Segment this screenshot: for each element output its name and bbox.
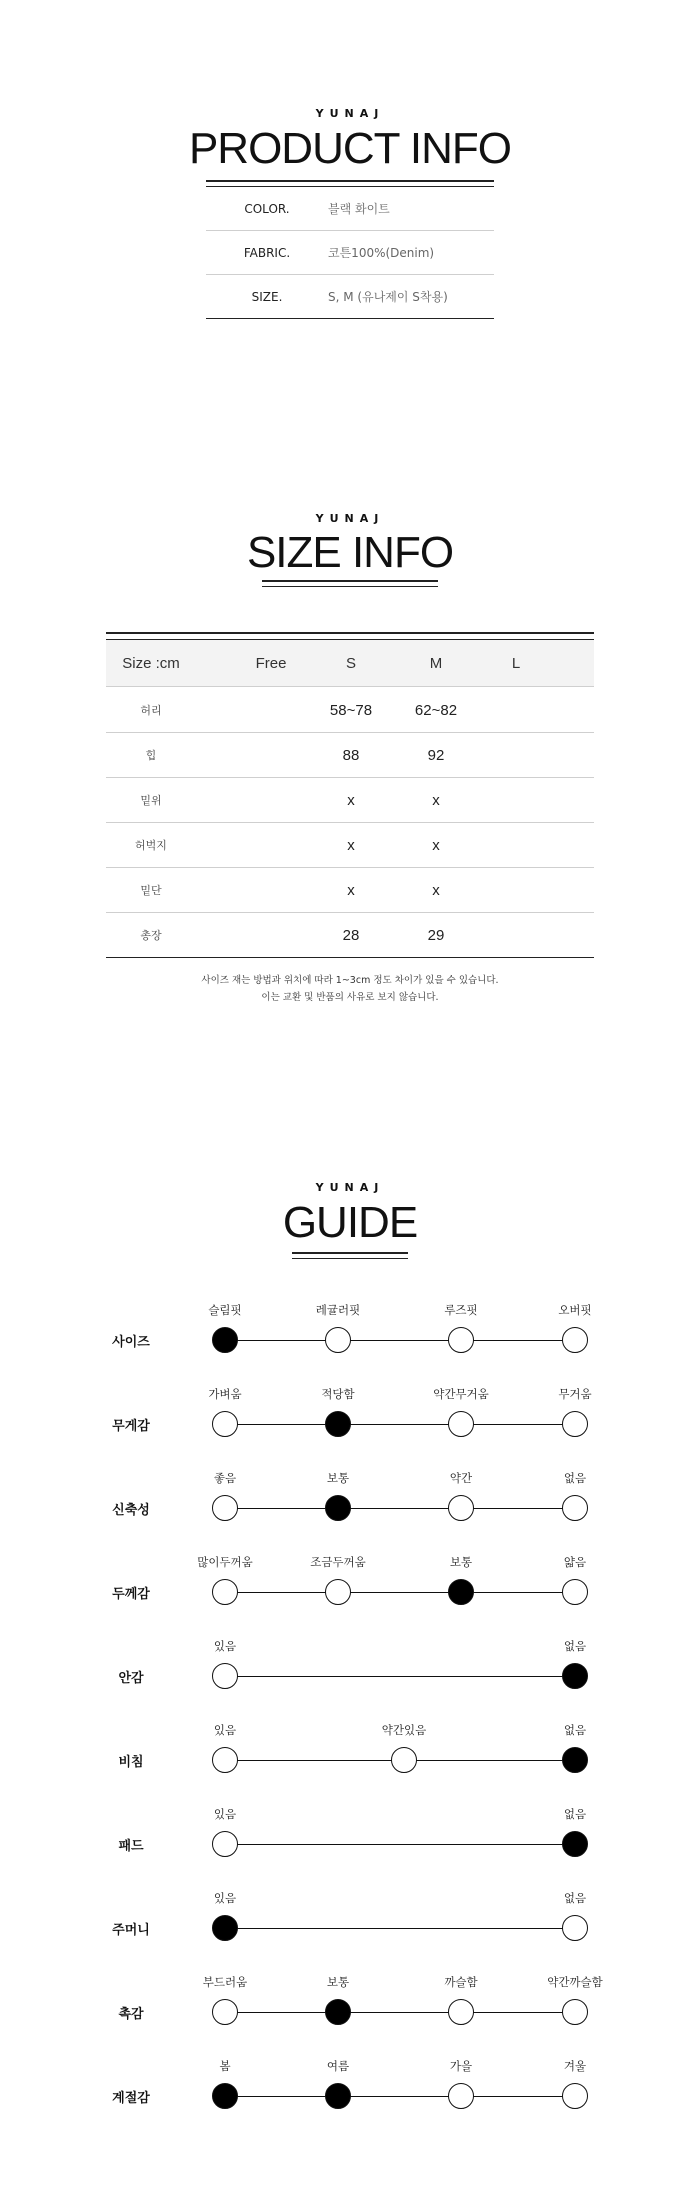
guide-row-label: 안감: [118, 1671, 144, 1686]
guide-title: GUIDE: [282, 1198, 418, 1247]
guide-scale-line: [225, 2012, 575, 2013]
product-info-row: [206, 275, 494, 319]
size-value-cell: [226, 778, 316, 822]
guide-option-label: 약간: [449, 1471, 473, 1485]
size-value-cell: [471, 868, 561, 912]
product-info-key: FABRIC.: [243, 245, 291, 260]
guide-option-label: 여름: [326, 2059, 350, 2073]
size-value-cell: x: [432, 836, 440, 854]
size-value-cell: 88: [342, 746, 360, 764]
guide-row-label: 촉감: [118, 2007, 144, 2022]
guide-scale-line: [225, 1676, 575, 1677]
guide-dot: [448, 1999, 474, 2025]
product-info-value: 코튼100%(Denim): [328, 246, 435, 260]
guide-option-label: 루즈핏: [444, 1303, 478, 1317]
guide-row-label: 두께감: [112, 1587, 150, 1602]
guide-dot-selected: [448, 1579, 474, 1605]
guide-option-label: 있음: [213, 1639, 237, 1653]
guide-option-label: 약간있음: [381, 1723, 427, 1737]
product-info-row: [206, 231, 494, 275]
guide-dot-selected: [562, 1747, 588, 1773]
size-table-row: [106, 823, 594, 868]
guide-scale-line: [225, 2096, 575, 2097]
guide-dot-selected: [562, 1663, 588, 1689]
size-value-cell: 58~78: [329, 701, 373, 719]
size-value-cell: x: [347, 836, 355, 854]
size-value-cell: x: [347, 881, 355, 899]
size-value-cell: [471, 913, 561, 957]
product-info-row: [206, 187, 494, 231]
guide-option-label: 슬림핏: [208, 1303, 242, 1317]
guide-dot-selected: [325, 2083, 351, 2109]
size-row-label: 밑위: [140, 794, 162, 807]
product-info-key: SIZE.: [251, 289, 283, 304]
size-row-label: 총장: [140, 929, 162, 942]
guide-dot: [562, 1495, 588, 1521]
guide-option-label: 없음: [563, 1891, 587, 1905]
guide-dot: [562, 1999, 588, 2025]
guide-option-label: 보통: [326, 1471, 350, 1485]
size-info-brand: YUNAJ: [315, 512, 385, 525]
guide-dot: [212, 1579, 238, 1605]
guide-scale-line: [225, 1508, 575, 1509]
guide-option-label: 없음: [563, 1807, 587, 1821]
guide-dot-selected: [562, 1831, 588, 1857]
guide-option-label: 없음: [563, 1471, 587, 1485]
guide-option-label: 있음: [213, 1807, 237, 1821]
product-info-value: 블랙 화이트: [328, 202, 390, 216]
size-row-label: 허리: [140, 704, 162, 717]
guide-option-label: 얇음: [563, 1555, 587, 1569]
guide-dot: [212, 1747, 238, 1773]
guide-option-label: 부드러움: [202, 1975, 248, 1989]
guide-dot: [212, 1495, 238, 1521]
size-table-row: [106, 733, 594, 778]
guide-dot-selected: [325, 1495, 351, 1521]
guide-option-label: 많이두꺼움: [197, 1555, 253, 1569]
guide-option-label: 좋음: [213, 1471, 237, 1485]
size-table-top-rule: [106, 632, 594, 640]
guide-option-label: 오버핏: [558, 1303, 592, 1317]
guide-scale-line: [225, 1340, 575, 1341]
guide-option-label: 있음: [213, 1891, 237, 1905]
guide-option-label: 보통: [326, 1975, 350, 1989]
guide-option-label: 약간무거움: [433, 1387, 489, 1401]
guide-row-label: 주머니: [112, 1923, 150, 1938]
guide-scale-line: [225, 1592, 575, 1593]
size-info-divider: [262, 580, 438, 587]
size-header-cell: Size :cm: [122, 654, 180, 672]
guide-dot-selected: [212, 1327, 238, 1353]
size-note-line-2: 이는 교환 및 반품의 사유로 보지 않습니다.: [261, 992, 439, 1003]
guide-option-label: 약간까슬함: [547, 1975, 603, 1989]
size-value-cell: x: [432, 881, 440, 899]
guide-option-label: 없음: [563, 1639, 587, 1653]
guide-option-label: 레귤러핏: [315, 1303, 361, 1317]
guide-option-label: 가벼움: [208, 1387, 242, 1401]
size-header-cell: L: [511, 654, 521, 672]
guide-row-label: 패드: [118, 1839, 144, 1854]
size-row-label: 허벅지: [135, 839, 167, 852]
size-value-cell: 92: [427, 746, 445, 764]
guide-dot: [562, 2083, 588, 2109]
size-header-cell: S: [345, 654, 356, 672]
size-row-label: 힙: [145, 749, 157, 762]
size-table-header: [106, 640, 594, 687]
size-info-title: SIZE INFO: [246, 528, 454, 577]
guide-dot: [325, 1327, 351, 1353]
guide-option-label: 있음: [213, 1723, 237, 1737]
guide-dot: [391, 1747, 417, 1773]
guide-row-label: 신축성: [112, 1503, 150, 1518]
size-value-cell: [471, 823, 561, 867]
size-value-cell: [226, 868, 316, 912]
guide-option-label: 까슬함: [444, 1975, 478, 1989]
size-header-cell: Free: [255, 654, 287, 672]
guide-scale-line: [225, 1844, 575, 1845]
product-info-brand: YUNAJ: [315, 107, 385, 120]
guide-row-label: 계절감: [112, 2091, 150, 2106]
guide-dot-selected: [325, 1411, 351, 1437]
size-table-row: [106, 778, 594, 823]
guide-option-label: 조금두꺼움: [310, 1555, 366, 1569]
guide-dot-selected: [325, 1999, 351, 2025]
guide-dot-selected: [212, 2083, 238, 2109]
size-value-cell: [226, 913, 316, 957]
guide-scale-line: [225, 1928, 575, 1929]
size-value-cell: [226, 823, 316, 867]
size-value-cell: [471, 778, 561, 822]
guide-option-label: 적당함: [321, 1387, 355, 1401]
guide-dot: [448, 1495, 474, 1521]
size-header-cell: M: [429, 654, 443, 672]
size-value-cell: [471, 688, 561, 732]
guide-dot-selected: [212, 1915, 238, 1941]
guide-option-label: 겨울: [563, 2059, 587, 2073]
guide-option-label: 봄: [219, 2059, 231, 2073]
size-table-row: [106, 868, 594, 913]
guide-option-label: 무거움: [558, 1387, 592, 1401]
guide-option-label: 보통: [449, 1555, 473, 1569]
guide-dot: [212, 1663, 238, 1689]
guide-dot: [448, 2083, 474, 2109]
size-table-row: [106, 913, 594, 958]
size-value-cell: [226, 733, 316, 777]
guide-dot: [562, 1915, 588, 1941]
guide-dot: [212, 1411, 238, 1437]
guide-divider: [292, 1252, 408, 1259]
guide-row-label: 사이즈: [112, 1335, 150, 1350]
guide-row-label: 비침: [118, 1755, 144, 1770]
size-value-cell: [226, 688, 316, 732]
size-table-row: [106, 688, 594, 733]
guide-dot: [562, 1579, 588, 1605]
product-info-key: COLOR.: [244, 201, 290, 216]
guide-dot: [325, 1579, 351, 1605]
guide-dot: [448, 1327, 474, 1353]
size-value-cell: 62~82: [414, 701, 458, 719]
product-info-value: S, M (유나제이 S착용): [328, 290, 448, 304]
product-info-divider: [206, 180, 494, 187]
size-value-cell: x: [432, 791, 440, 809]
size-note-line-1: 사이즈 재는 방법과 위치에 따라 1~3cm 정도 차이가 있을 수 있습니다.: [201, 975, 499, 986]
guide-dot: [448, 1411, 474, 1437]
guide-dot: [562, 1411, 588, 1437]
product-info-title: PRODUCT INFO: [188, 124, 512, 173]
guide-dot: [212, 1831, 238, 1857]
guide-dot: [562, 1327, 588, 1353]
size-value-cell: 29: [427, 926, 445, 944]
size-row-label: 밑단: [140, 884, 162, 897]
guide-option-label: 없음: [563, 1723, 587, 1737]
guide-dot: [212, 1999, 238, 2025]
guide-row-label: 무게감: [112, 1419, 150, 1434]
guide-option-label: 가을: [449, 2059, 473, 2073]
size-value-cell: 28: [342, 926, 360, 944]
size-value-cell: x: [347, 791, 355, 809]
guide-scale-line: [225, 1424, 575, 1425]
guide-brand: YUNAJ: [315, 1181, 385, 1194]
size-value-cell: [471, 733, 561, 777]
